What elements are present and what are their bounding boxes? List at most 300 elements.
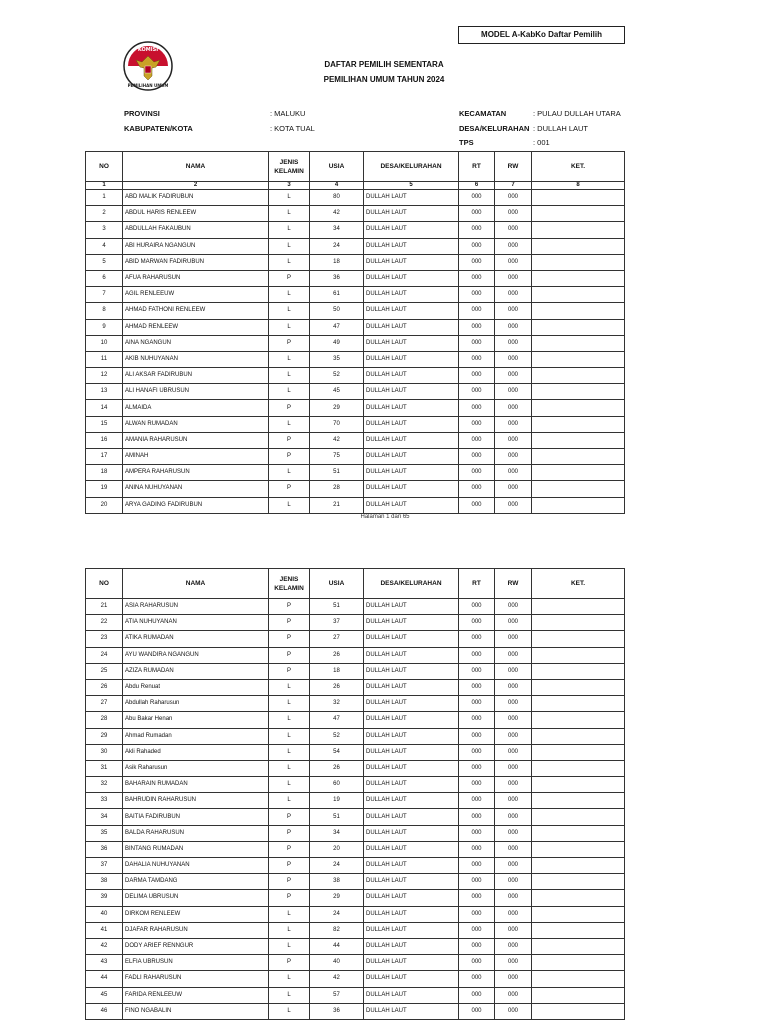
cell-desa: DULLAH LAUT — [364, 599, 459, 615]
cell-usia: 75 — [310, 449, 364, 465]
cell-jenis-kelamin: P — [269, 449, 310, 465]
table-row — [86, 238, 625, 254]
cell-rw: 000 — [495, 971, 532, 987]
cell-desa: DULLAH LAUT — [364, 841, 459, 857]
cell-rt: 000 — [459, 190, 495, 206]
table-row — [86, 793, 625, 809]
cell-desa: DULLAH LAUT — [364, 384, 459, 400]
cell-nama: ATIKA RUMADAN — [123, 631, 269, 647]
kabkota-value: : KOTA TUAL — [270, 124, 315, 133]
cell-desa: DULLAH LAUT — [364, 890, 459, 906]
cell-ket — [532, 497, 625, 513]
cell-usia: 37 — [310, 615, 364, 631]
cell-rw: 000 — [495, 874, 532, 890]
cell-rw: 000 — [495, 400, 532, 416]
cell-desa: DULLAH LAUT — [364, 955, 459, 971]
cell-usia: 50 — [310, 303, 364, 319]
col-header-desa: DESA/KELURAHAN — [364, 152, 459, 182]
cell-rt: 000 — [459, 679, 495, 695]
cell-jenis-kelamin: L — [269, 906, 310, 922]
cell-usia: 42 — [310, 971, 364, 987]
page-footer: Halaman 1 dari 65 — [360, 514, 410, 520]
cell-rt: 000 — [459, 825, 495, 841]
cell-rt: 000 — [459, 696, 495, 712]
cell-ket — [532, 384, 625, 400]
cell-desa: DULLAH LAUT — [364, 351, 459, 367]
cell-jenis-kelamin: L — [269, 254, 310, 270]
cell-desa: DULLAH LAUT — [364, 647, 459, 663]
cell-desa: DULLAH LAUT — [364, 971, 459, 987]
col-header-nama: NAMA — [123, 569, 269, 599]
cell-desa: DULLAH LAUT — [364, 906, 459, 922]
cell-rt: 000 — [459, 647, 495, 663]
cell-jenis-kelamin: L — [269, 696, 310, 712]
cell-rt: 000 — [459, 335, 495, 351]
cell-jenis-kelamin: P — [269, 599, 310, 615]
cell-usia: 42 — [310, 432, 364, 448]
cell-no: 21 — [86, 599, 123, 615]
cell-nama: DELIMA UBRUSUN — [123, 890, 269, 906]
cell-rw: 000 — [495, 384, 532, 400]
cell-rw: 000 — [495, 615, 532, 631]
cell-no: 43 — [86, 955, 123, 971]
col-header-desa: DESA/KELURAHAN — [364, 569, 459, 599]
cell-desa: DULLAH LAUT — [364, 449, 459, 465]
cell-no: 35 — [86, 825, 123, 841]
cell-rt: 000 — [459, 222, 495, 238]
cell-jenis-kelamin: L — [269, 728, 310, 744]
cell-no: 15 — [86, 416, 123, 432]
cell-rw: 000 — [495, 481, 532, 497]
tps-label: TPS — [459, 138, 474, 147]
cell-usia: 19 — [310, 793, 364, 809]
cell-no: 3 — [86, 222, 123, 238]
cell-usia: 51 — [310, 599, 364, 615]
cell-jenis-kelamin: L — [269, 712, 310, 728]
tps-value: : 001 — [533, 138, 550, 147]
cell-desa: DULLAH LAUT — [364, 465, 459, 481]
cell-nama: AKIB NUHUYANAN — [123, 351, 269, 367]
cell-ket — [532, 631, 625, 647]
table-row — [86, 254, 625, 270]
cell-no: 44 — [86, 971, 123, 987]
cell-usia: 82 — [310, 922, 364, 938]
cell-rt: 000 — [459, 368, 495, 384]
cell-desa: DULLAH LAUT — [364, 777, 459, 793]
cell-no: 4 — [86, 238, 123, 254]
cell-no: 45 — [86, 987, 123, 1003]
cell-jenis-kelamin: L — [269, 760, 310, 776]
cell-desa: DULLAH LAUT — [364, 728, 459, 744]
cell-rw: 000 — [495, 793, 532, 809]
cell-jenis-kelamin: L — [269, 987, 310, 1003]
cell-ket — [532, 222, 625, 238]
table-row — [86, 206, 625, 222]
cell-no: 25 — [86, 663, 123, 679]
table-row — [86, 971, 625, 987]
cell-desa: DULLAH LAUT — [364, 287, 459, 303]
cell-nama: Abu Bakar Henan — [123, 712, 269, 728]
cell-rw: 000 — [495, 303, 532, 319]
cell-rw: 000 — [495, 416, 532, 432]
provinsi-label: PROVINSI — [124, 109, 160, 118]
cell-no: 18 — [86, 465, 123, 481]
cell-ket — [532, 599, 625, 615]
cell-usia: 38 — [310, 874, 364, 890]
table-row — [86, 319, 625, 335]
cell-ket — [532, 287, 625, 303]
cell-nama: AMANIA RAHARUSUN — [123, 432, 269, 448]
cell-no: 32 — [86, 777, 123, 793]
cell-ket — [532, 712, 625, 728]
cell-no: 14 — [86, 400, 123, 416]
table-row — [86, 416, 625, 432]
cell-jenis-kelamin: L — [269, 497, 310, 513]
col-header-ket: KET. — [532, 569, 625, 599]
cell-rw: 000 — [495, 1003, 532, 1019]
cell-nama: Abdullah Raharusun — [123, 696, 269, 712]
table-row — [86, 906, 625, 922]
cell-rt: 000 — [459, 599, 495, 615]
cell-jenis-kelamin: L — [269, 384, 310, 400]
table-row — [86, 465, 625, 481]
cell-nama: ABD MALIK FADIRUBUN — [123, 190, 269, 206]
cell-ket — [532, 874, 625, 890]
cell-rt: 000 — [459, 432, 495, 448]
cell-rw: 000 — [495, 319, 532, 335]
cell-ket — [532, 303, 625, 319]
cell-nama: BAHARAIN RUMADAN — [123, 777, 269, 793]
cell-usia: 40 — [310, 955, 364, 971]
cell-rt: 000 — [459, 206, 495, 222]
cell-jenis-kelamin: L — [269, 744, 310, 760]
cell-usia: 52 — [310, 728, 364, 744]
cell-usia: 18 — [310, 663, 364, 679]
table-row — [86, 987, 625, 1003]
cell-desa: DULLAH LAUT — [364, 631, 459, 647]
cell-rw: 000 — [495, 432, 532, 448]
cell-desa: DULLAH LAUT — [364, 793, 459, 809]
col-header-rw: RW — [495, 152, 532, 182]
desa-value: : DULLAH LAUT — [533, 124, 589, 133]
cell-ket — [532, 906, 625, 922]
cell-rt: 000 — [459, 890, 495, 906]
cell-nama: ARYA GADING FADIRUBUN — [123, 497, 269, 513]
cell-desa: DULLAH LAUT — [364, 416, 459, 432]
col-header-jenis-kelamin — [269, 152, 310, 182]
cell-ket — [532, 890, 625, 906]
kpu-logo — [122, 40, 174, 92]
cell-jenis-kelamin: P — [269, 955, 310, 971]
cell-rt: 000 — [459, 465, 495, 481]
cell-nama: ABDUL HARIS RENLEEW — [123, 206, 269, 222]
cell-no: 30 — [86, 744, 123, 760]
cell-usia: 42 — [310, 206, 364, 222]
cell-jenis-kelamin: P — [269, 400, 310, 416]
cell-rw: 000 — [495, 335, 532, 351]
cell-jenis-kelamin: L — [269, 922, 310, 938]
cell-usia: 36 — [310, 1003, 364, 1019]
table-row — [86, 696, 625, 712]
cell-desa: DULLAH LAUT — [364, 303, 459, 319]
cell-no: 16 — [86, 432, 123, 448]
cell-rw: 000 — [495, 497, 532, 513]
cell-nama: ALWAN RUMADAN — [123, 416, 269, 432]
cell-desa: DULLAH LAUT — [364, 319, 459, 335]
cell-no: 37 — [86, 858, 123, 874]
cell-usia: 24 — [310, 238, 364, 254]
cell-jenis-kelamin: P — [269, 631, 310, 647]
cell-desa: DULLAH LAUT — [364, 270, 459, 286]
cell-rt: 000 — [459, 351, 495, 367]
cell-rt: 000 — [459, 384, 495, 400]
cell-ket — [532, 825, 625, 841]
cell-rw: 000 — [495, 825, 532, 841]
cell-ket — [532, 1003, 625, 1019]
col-header-jenis-kelamin — [269, 569, 310, 599]
cell-desa: DULLAH LAUT — [364, 1003, 459, 1019]
cell-usia: 26 — [310, 679, 364, 695]
cell-desa: DULLAH LAUT — [364, 679, 459, 695]
cell-rw: 000 — [495, 938, 532, 954]
cell-ket — [532, 696, 625, 712]
cell-desa: DULLAH LAUT — [364, 938, 459, 954]
cell-no: 5 — [86, 254, 123, 270]
table-row — [86, 351, 625, 367]
cell-jenis-kelamin: L — [269, 287, 310, 303]
cell-no: 12 — [86, 368, 123, 384]
col-index: 2 — [123, 182, 269, 190]
cell-nama: ELFIA UBRUSUN — [123, 955, 269, 971]
cell-nama: BINTANG RUMADAN — [123, 841, 269, 857]
cell-rw: 000 — [495, 351, 532, 367]
cell-nama: DJAFAR RAHARUSUN — [123, 922, 269, 938]
cell-ket — [532, 987, 625, 1003]
cell-usia: 80 — [310, 190, 364, 206]
cell-rt: 000 — [459, 971, 495, 987]
cell-ket — [532, 481, 625, 497]
cell-desa: DULLAH LAUT — [364, 922, 459, 938]
col-header-rt: RT — [459, 152, 495, 182]
cell-nama: AZIZA RUMADAN — [123, 663, 269, 679]
cell-no: 29 — [86, 728, 123, 744]
table-row — [86, 760, 625, 776]
table-row — [86, 712, 625, 728]
table-row — [86, 728, 625, 744]
cell-jenis-kelamin: L — [269, 319, 310, 335]
cell-usia: 47 — [310, 319, 364, 335]
cell-no: 17 — [86, 449, 123, 465]
cell-ket — [532, 922, 625, 938]
voter-table-body — [86, 599, 625, 1020]
cell-rw: 000 — [495, 955, 532, 971]
cell-rt: 000 — [459, 416, 495, 432]
cell-rt: 000 — [459, 238, 495, 254]
cell-desa: DULLAH LAUT — [364, 696, 459, 712]
cell-desa: DULLAH LAUT — [364, 335, 459, 351]
cell-nama: Akli Rahaded — [123, 744, 269, 760]
cell-nama: DARMA TAMDANG — [123, 874, 269, 890]
cell-jenis-kelamin: L — [269, 351, 310, 367]
model-label: MODEL A-KabKo Daftar Pemilih — [458, 26, 625, 44]
cell-desa: DULLAH LAUT — [364, 760, 459, 776]
table-row — [86, 400, 625, 416]
cell-usia: 29 — [310, 400, 364, 416]
cell-usia: 44 — [310, 938, 364, 954]
table-row — [86, 270, 625, 286]
cell-desa: DULLAH LAUT — [364, 858, 459, 874]
cell-nama: Asik Raharusun — [123, 760, 269, 776]
cell-rw: 000 — [495, 270, 532, 286]
cell-usia: 29 — [310, 890, 364, 906]
cell-usia: 21 — [310, 497, 364, 513]
table-row — [86, 497, 625, 513]
cell-nama: BAHRUDIN RAHARUSUN — [123, 793, 269, 809]
cell-nama: DAHALIA NUHUYANAN — [123, 858, 269, 874]
cell-usia: 70 — [310, 416, 364, 432]
cell-rt: 000 — [459, 449, 495, 465]
cell-desa: DULLAH LAUT — [364, 497, 459, 513]
table-row — [86, 647, 625, 663]
cell-ket — [532, 809, 625, 825]
cell-nama: ASIA RAHARUSUN — [123, 599, 269, 615]
cell-rt: 000 — [459, 858, 495, 874]
col-index: 5 — [364, 182, 459, 190]
page-title-line2: PEMILIHAN UMUM TAHUN 2024 — [323, 75, 445, 84]
table-row — [86, 432, 625, 448]
table-row — [86, 599, 625, 615]
table-row — [86, 303, 625, 319]
cell-rw: 000 — [495, 760, 532, 776]
cell-rt: 000 — [459, 481, 495, 497]
cell-ket — [532, 368, 625, 384]
cell-usia: 61 — [310, 287, 364, 303]
cell-jenis-kelamin: P — [269, 481, 310, 497]
col-index: 3 — [269, 182, 310, 190]
table-row — [86, 615, 625, 631]
cell-desa: DULLAH LAUT — [364, 874, 459, 890]
col-header-jenis-kelamin-label: JENIS KELAMIN — [274, 158, 304, 175]
cell-rw: 000 — [495, 647, 532, 663]
cell-nama: AINA NGANGUN — [123, 335, 269, 351]
cell-no: 39 — [86, 890, 123, 906]
cell-nama: AGIL RENLEEUW — [123, 287, 269, 303]
cell-desa: DULLAH LAUT — [364, 663, 459, 679]
cell-ket — [532, 206, 625, 222]
cell-nama: AMPERA RAHARUSUN — [123, 465, 269, 481]
page-title-line1: DAFTAR PEMILIH SEMENTARA — [324, 60, 444, 69]
cell-no: 27 — [86, 696, 123, 712]
cell-rt: 000 — [459, 744, 495, 760]
cell-jenis-kelamin: L — [269, 1003, 310, 1019]
cell-rw: 000 — [495, 368, 532, 384]
cell-desa: DULLAH LAUT — [364, 238, 459, 254]
cell-desa: DULLAH LAUT — [364, 400, 459, 416]
cell-nama: ABID MARWAN FADIRUBUN — [123, 254, 269, 270]
cell-desa: DULLAH LAUT — [364, 809, 459, 825]
cell-ket — [532, 270, 625, 286]
cell-ket — [532, 841, 625, 857]
cell-usia: 54 — [310, 744, 364, 760]
cell-nama: AYU WANDIRA NGANGUN — [123, 647, 269, 663]
col-header-no: NO — [86, 152, 123, 182]
cell-ket — [532, 449, 625, 465]
cell-rw: 000 — [495, 744, 532, 760]
cell-nama: DODY ARIEF RENNGUR — [123, 938, 269, 954]
cell-nama: ALMAIDA — [123, 400, 269, 416]
cell-no: 24 — [86, 647, 123, 663]
table-header-row — [86, 152, 625, 182]
cell-usia: 28 — [310, 481, 364, 497]
cell-rw: 000 — [495, 696, 532, 712]
column-index-row — [86, 182, 625, 190]
cell-ket — [532, 319, 625, 335]
cell-usia: 20 — [310, 841, 364, 857]
cell-usia: 34 — [310, 825, 364, 841]
cell-no: 41 — [86, 922, 123, 938]
cell-no: 6 — [86, 270, 123, 286]
cell-no: 34 — [86, 809, 123, 825]
col-header-jenis-kelamin-label: JENIS KELAMIN — [274, 575, 304, 592]
col-index: 4 — [310, 182, 364, 190]
cell-nama: ALI HANAFI UBRUSUN — [123, 384, 269, 400]
cell-nama: ATIA NUHUYANAN — [123, 615, 269, 631]
cell-rw: 000 — [495, 858, 532, 874]
cell-rw: 000 — [495, 663, 532, 679]
table-row — [86, 222, 625, 238]
cell-jenis-kelamin: L — [269, 190, 310, 206]
cell-ket — [532, 760, 625, 776]
cell-ket — [532, 971, 625, 987]
cell-no: 26 — [86, 679, 123, 695]
cell-desa: DULLAH LAUT — [364, 368, 459, 384]
cell-no: 10 — [86, 335, 123, 351]
cell-ket — [532, 238, 625, 254]
cell-jenis-kelamin: P — [269, 663, 310, 679]
cell-rt: 000 — [459, 874, 495, 890]
table-row — [86, 631, 625, 647]
cell-no: 7 — [86, 287, 123, 303]
cell-rt: 000 — [459, 841, 495, 857]
cell-desa: DULLAH LAUT — [364, 432, 459, 448]
cell-nama: Ahmad Rumadan — [123, 728, 269, 744]
cell-rt: 000 — [459, 631, 495, 647]
table-row — [86, 335, 625, 351]
cell-ket — [532, 858, 625, 874]
cell-usia: 26 — [310, 760, 364, 776]
col-header-ket: KET. — [532, 152, 625, 182]
cell-usia: 32 — [310, 696, 364, 712]
cell-usia: 49 — [310, 335, 364, 351]
table-row — [86, 368, 625, 384]
table-row — [86, 1003, 625, 1019]
cell-nama: AMINAH — [123, 449, 269, 465]
cell-no: 13 — [86, 384, 123, 400]
cell-jenis-kelamin: L — [269, 971, 310, 987]
cell-no: 42 — [86, 938, 123, 954]
cell-ket — [532, 351, 625, 367]
cell-nama: FINO NGABALIN — [123, 1003, 269, 1019]
cell-jenis-kelamin: P — [269, 432, 310, 448]
cell-nama: AFUA RAHARUSUN — [123, 270, 269, 286]
cell-jenis-kelamin: L — [269, 303, 310, 319]
cell-rt: 000 — [459, 906, 495, 922]
cell-nama: BALDA RAHARUSUN — [123, 825, 269, 841]
table-row — [86, 287, 625, 303]
cell-usia: 26 — [310, 647, 364, 663]
cell-ket — [532, 432, 625, 448]
table-row — [86, 955, 625, 971]
